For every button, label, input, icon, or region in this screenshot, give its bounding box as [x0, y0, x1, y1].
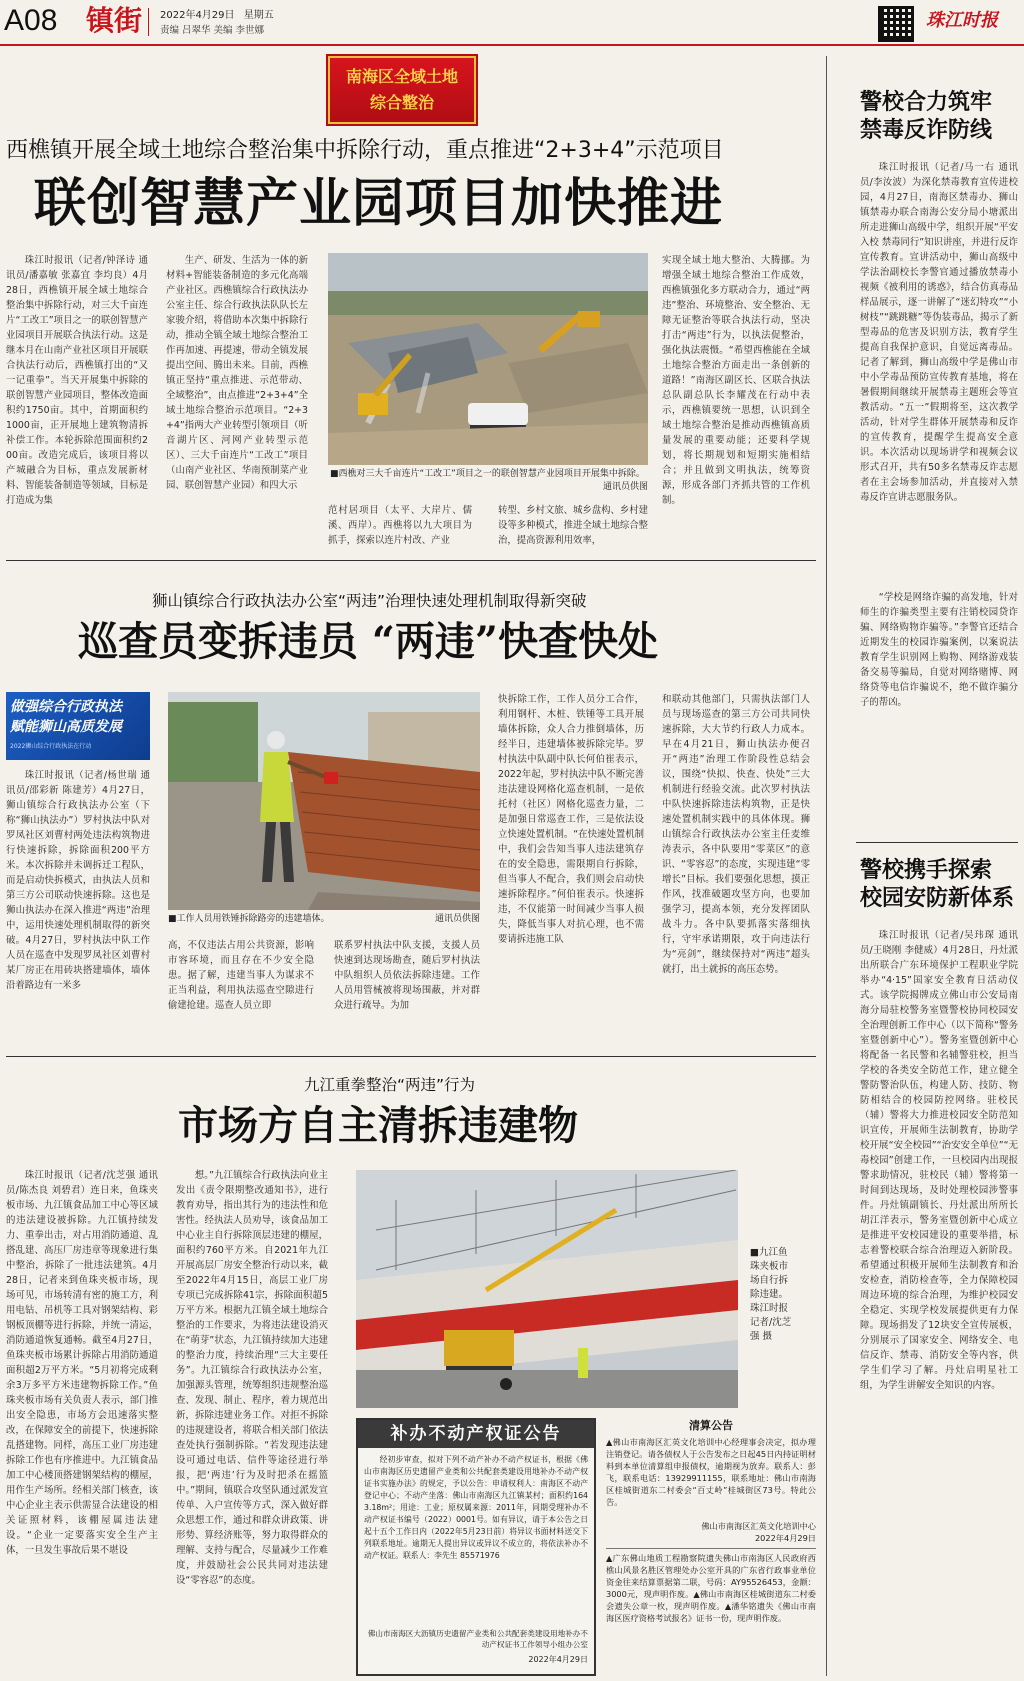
- notice-date: 2022年4月29日: [754, 1533, 816, 1543]
- article2-column-4: 快拆除工作，工作人员分工合作，利用钢杆、木桩、铁锤等工具开展墙体拆除，众人合力推倒墙体，历经半日，违建墙体被拆除完毕。罗村执法中队副中队长何伯崔表示，2022年起，罗村执法中队不断完善违法建设网格化巡查机制，一是依托村（社区）网格化巡查力量，二是加强日常巡查工作，三是依法设立快速处置机制。“在快速处置机制中，我们会告知当事人违法建筑存在的安全隐患，需限期自行拆除，但当事人不配合，我们则会启动快速拆除程序。”何伯崔表示。快速拆违，不仅能第一时间减少当事人损失，降低当事人对抗心理，也不需要请拆违施工队: [498, 694, 644, 945]
- article2-column-3-lower: 联系罗村执法中队支援，支援人员快速到达现场勘查，随后罗村执法中队组织人员依法拆除违建。工作人员用管械被将现场围蔽，并对群众进行疏导。为加: [334, 940, 480, 1011]
- article3-kicker: 九江重拳整治“两违”行为: [304, 1076, 476, 1094]
- market-crane-image: [356, 1170, 738, 1408]
- page-number: A08: [4, 4, 58, 37]
- article3-column-2: 想。”九江镇综合行政执法向业主发出《责令限期整改通知书》，进行教育劝导，指出其行为的违法性和危害性。经执法人员劝导，该食品加工中心业主自行拆除顶层违建的棚屋，面积约760平方米。自2021年九江开展高层厂房安全整治行动以来，截至2022年4月15日，高层工业厂房专项已完成拆除41宗，拆除面积超5万平方米。根据九江镇全域土地综合整治的工作要求，为将违法建设消灭在“萌芽”状态，九江镇持续加大违建的整治力度，持续治理“三大主要任务”。九江镇综合行政执法办公室，加强源头管理，统筹组织违规整治巡查、发现、制止、程序，着力规范出新，拆除违建业务工作。对拒不拆除的违规建设者，将联合相关部门依法查处执行强制拆除。“若发现违法建设可通过电话、信件等途径进行举报，把‘两违’行为及时把杀在摇篮中。”期间，镇联合攻坚队通过派发宣传单、入户宣传等方式，深入做好群众思想工作，通过和群众讲政策、讲形势、算经济账等，努力取得群众的理解、支持与配合，尽量减少工作难度，并鼓励社会公民共同对违法建设“零容忍”的态度。: [176, 1170, 328, 1586]
- article3-title: 市场方自主清拆违建物: [178, 1102, 578, 1149]
- article1-column-2: 生产、研发、生活为一体的新材料+智能装备制造的多元化高端产业社区。西樵镇综合行政执法办公室主任、综合行政执法队队长左家骏介绍，将借助本次集中拆除行动，推动全镇全域土地综合整治工作再加速、再提速，带动全镇发展提出空间、腾出未来。目前，西樵镇正坚持“重点推进、示范带动、全域整治”，由点推进“2+3+4”全域土地综合整治示范项目。“2+3+4”指两大产业转型引领项目（听音湖片区、河网产业转型示范区）、三大千亩连片“工改工”项目（山南产业社区、华南预制菜产业园、联创智慧产业园）和四大示: [166, 255, 308, 491]
- sidebar2-title-line1: 警校携手探索: [860, 857, 993, 883]
- logo-subtitle: 2022狮山综合行政执法在行动: [10, 743, 92, 750]
- article2-title: 巡查员变拆违员 “两违”快查快处: [78, 618, 658, 665]
- section-name: 镇街: [86, 4, 143, 37]
- article2-bottom-rule: [6, 1056, 816, 1057]
- qr-code: [878, 6, 914, 42]
- caption-line: 珠江时报: [750, 1303, 789, 1314]
- article1-column-1: 珠江时报讯（记者/钟泽诗 通讯员/潘嘉敏 张嘉宜 李均良）4月28日，西樵镇开展全域土地综合整治集中拆除行动，对三大千亩连片“工改工”项目之一的联创智慧产业园项目开展联合执法行动。这是继本月在山南产业社区项目开展联合执法行动后，西樵镇打出的“又一记重拳”。当天开展集中拆除的联创智慧产业园项目，整体改造面积约1750亩。其中，首期面积约1000亩，正开展地上建筑物清拆补偿工作。本轮拆除范围面积约200亩。改造完成后，该项目将以产城融合为目标，重点发展新材料、智能装备制造等领域，目标是打造成为集: [6, 255, 148, 506]
- weekday-text: 星期五: [243, 10, 274, 21]
- article1-title: 联创智慧产业园项目加快推进: [34, 173, 724, 234]
- demolition-scene-image: [328, 253, 648, 465]
- article3-photo-market-demolition: [356, 1170, 738, 1408]
- article1-photo-demolition: [328, 253, 648, 465]
- property-certificate-notice: [356, 1418, 596, 1676]
- paper-name-logo: 珠江时报: [926, 10, 998, 31]
- issue-date: [160, 10, 274, 22]
- date-text: 2022年4月29日: [160, 10, 235, 21]
- notice-date: 2022年4月29日: [528, 1655, 588, 1664]
- sidebar1-title-line1: 警校合力筑牢: [860, 89, 993, 115]
- masthead-rule: [0, 44, 1024, 46]
- sidebar-divider: [826, 56, 827, 1676]
- caption-line: 除违建。: [750, 1289, 789, 1300]
- topic-banner: [328, 56, 476, 124]
- enforcement-logo-card: [6, 692, 150, 760]
- notice-body: 经初步审查，拟对下列不动产补办不动产权证书，根据《佛山市南海区历史遗留产业类和公共配套类建设用地补办不动产权证书实施办法》的规定，予以公告：申请权利人：南海区不动产登记中心；不动产坐落：佛山市南海区九江镇某村；面积约1643.18m²；用途：工业；原权属来源：2011年，同期受理补办不动产权证书编号（2022）0001号。如有异议，请于本公告之日起十五个工作日内（2022年5月23日前）将异议书面材料送交下列联系地址。逾期无人提出异议或异议不成立的，将依法补办不动产权证。联系人：李先生 85571976: [364, 1455, 588, 1560]
- logo-line2: 赋能狮山高质发展: [10, 719, 122, 735]
- worker-hammer-image: [168, 692, 480, 910]
- logo-line1: 做强综合行政执法: [10, 699, 122, 715]
- notice-divider: [606, 1548, 816, 1549]
- notice-footer: 佛山市南海区大沥镇历史遗留产业类和公共配套类建设用地补办不动产权证书工作领导小组办公室: [367, 1629, 588, 1649]
- photo-caption-text: ■工作人员用铁锤拆除路旁的违建墙体。: [168, 914, 330, 924]
- masthead: [0, 0, 1024, 44]
- caption-line: 珠夹板市: [750, 1261, 789, 1272]
- sidebar-rule: [856, 842, 1018, 843]
- article2-photo-wall-demolition: [168, 692, 480, 910]
- sidebar1-body-quote: “学校是网络诈骗的高发地，针对师生的诈骗类型主要有注销校园贷诈骗、网络购物诈骗等。”李警官还结合近期发生的校园诈骗案例，以案说法教育学生识别网上购物、网络游戏装备交易等骗局，自觉对网络赌博、网络贷等电信诈骗说不，绝不做诈骗分子的帮凶。: [860, 592, 1018, 708]
- liquidation-notice: [606, 1418, 816, 1676]
- notice-title: 清算公告: [689, 1419, 733, 1432]
- article1-bottom-rule: [6, 560, 816, 561]
- article1-column-5: 实现全域土地大整治、大腾挪。为增强全域土地综合整治工作成效，西樵镇强化多方联动合力，通过“两违”整治、环境整治、安全整治、无障无证整治等联合执法行动，坚决打击“两违”行为，以执法促整治，强化执法震慑。“希望西樵能在全域土地综合整治方面走出一条创新的道路！”南海区副区长、区联合执法总队副总队长李耀茂在行动中表示，西樵镇要统一思想，认识到全域土地综合整治是推动西樵镇高质量发展的重要动能；还要科学规划，将长期规划和短期实施相结合；并且做到文明执法，统筹资源，形成各部门齐抓共管的工作机制。: [662, 255, 810, 506]
- section-divider: [148, 8, 149, 36]
- photo-credit: 通讯员供图: [602, 482, 648, 492]
- caption-line: 场自行拆: [750, 1275, 789, 1286]
- caption-line: 记者/沈芝: [750, 1317, 792, 1328]
- banner-line1: 南海区全域土地: [345, 67, 458, 86]
- article3-column-1: 珠江时报讯（记者/沈芝强 通讯员/陈杰良 刘碧君）连日来，鱼珠夹板市场、九江镇食品加工中心等区域的违法建设被拆除。九江镇持续发力、重拳出击，对占用消防通道、乱搭乱建、高压厂房违章等现象进行集中整治，拆除了一批违法建筑。4月28日，记者来到鱼珠夹板市场，现场可见，市场转清有密的施工方，利用电钻、吊机等工具对钢架结构、彩钢板顶棚等进行拆除，并统一清运，消防通道恢复通畅。截至4月27日，鱼珠夹板市场累计拆除占用消防通道面积超2万平方米。“5月初将完成剩余3万多平方米违建物拆除工作。”鱼珠夹板市场有关负责人表示，部门推出安全隐患，市场方会迅速落实整改，在保障安全的前提下，快速拆除乱搭建物。同样，高压工业厂房违建拆除工作也有序推进中。九江镇食品加工中心楼顶搭建钢架结构的棚屋，用作生产场所。经相关部门核查，该中心企业主表示供需显合法建设的相关证照材料，该棚屋属违法建设。“企业一定要落实安全生产主体，一旦发生事故后果不堪设: [6, 1170, 158, 1556]
- article1-kicker: 西樵镇开展全域土地综合整治集中拆除行动，重点推进“2+3+4”示范项目: [6, 138, 724, 163]
- article2-column-5: 和联动其他部门，只需执法部门人员与现场巡查的第三方公司共同快速拆除，大大节约行政人力成本。早在4月21日，狮山执法办便召开“两违”治理工作阶段性总结会议，围绕“快拟、快查、快处”三大机制进行经验交流。此次罗村执法中队快速拆除违法构筑物，正是快速处置机制实践中的具体体现。狮山镇综合行政执法办公室主任麦维涛表示，各中队要用“零菜区”的意识、“零容忍”的态度，实现违建“零增长”目标。我们要强化思想，摸正作风，找准破题攻坚方向，也要加强学习，提高本领，充分发挥团队战斗力。各中队要抓落实落细执行，守牢承诺期限，攻于向违法行为“亮剑”，继续保持对“两违”超头就打，出土就拆的高压态势。: [662, 694, 810, 975]
- sidebar1-body: 珠江时报讯（记者/马一右 通讯员/李汝波）为深化禁毒教育宣传进校园，4月27日，南海区禁毒办、狮山镇禁毒办联合南海公安分局小塘派出所走进狮山高级中学，组织开展“平安入校 禁毒同行”知识讲座，并进行反诈宣传教育。宣讲活动中，狮山高级中学法治副校长李警官通过播放禁毒小视频《被利用的诱惑》，结合仿真毒品样品展示，逐一讲解了“迷幻特攻”“小树枝”“跳跳糖”等伪装毒品，揭示了新型毒品的危害及识别方法，教育学生提高自我保护意识，自觉远离毒品。记者了解到，狮山高级中学是佛山市中小学毒品预防宣传教育基地，将在暑假期间继续开展禁毒主题班会等宣教活动。“五一”假期将至，这次教学活动，针对学生群体开展禁毒和反诈的宣传教育，提醒学生提高安全意识。本次活动以现场讲学和视频会议形式召开，共有50多名禁毒反诈志愿者在主会场参加活动，并直接对入禁毒反诈宣讲志愿服务队。: [860, 162, 1018, 503]
- article2-column-1: 珠江时报讯（记者/杨世瑞 通讯员/邵彩新 陈建芳）4月27日，狮山镇综合行政执法办公室（下称“狮山执法办”）罗村执法中队对罗凤社区刘曹村两处违法构筑物进行快速拆除，拆除面积200平方米。本次拆除并未调拆迁工程队，而是启动快拆模式，由执法人员和第三方公司联动快速拆除。这也是狮山执法办在深入推进“两违”治理中，运用快速处理机制取得的新突破。4月27日，罗村执法中队工作人员在巡查中发现罗凤社区刘曹村某厂房正在用砖块搭建墙体，墙体沿着路边有一米多: [6, 770, 150, 991]
- article2-photo-caption: [168, 913, 480, 926]
- notice-signature: 佛山市南海区汇英文化培训中心: [701, 1521, 816, 1531]
- article2-column-2-lower: 高，不仅违法占用公共资源，影响市容环境，而且存在不少安全隐患。据了解，违建当事人为谋求不正当利益，利用执法巡查空隙进行偷建抢建。巡查人员立即: [168, 940, 314, 1011]
- editor-line: 责编 吕翠华 美编 李世娜: [160, 25, 265, 36]
- sidebar2-title-line2: 校园安防新体系: [860, 885, 1015, 911]
- caption-line: ■九江鱼: [750, 1247, 788, 1258]
- notice-body-2: ▲广东佛山地质工程勘察院遗失佛山市南海区人民政府西樵山风景名胜区管理处办公室开具的广东省行政事业单位资金往来结算票据第二联，号码：AY95526453，金额：3000元，现声明作废。▲佛山市南海区桂城街道东二村委会遗失公章一枚，现声明作废。▲潘华铭遗失《佛山市南海区医疗资格考试报名》证书一份，现声明作废。: [606, 1553, 816, 1623]
- notice-body-1: ▲佛山市南海区汇英文化培训中心经理事会决定，拟办理注销登记。请各债权人于公告发布之日起45日内持证明材料到本单位清算组申报债权，逾期视为放弃。联系人：彭飞，联系电话：13929911155，联系地址：佛山市南海区桂城街道东二村委会“百丈岭”桂城街区73号。特此公告。: [606, 1437, 816, 1507]
- banner-line2: 综合整治: [369, 93, 434, 112]
- article1-column-3-lower: 范村居项目（太平、大岸片、儒溪、西岸）。西樵将以九大项目为抓手，探索以连片村改、产业: [328, 505, 472, 546]
- article1-column-4-lower: 转型、乡村文旅、城乡盘构、乡村建设等多种模式，推进全域土地综合整治，提高资源利用效率，: [498, 505, 648, 546]
- article1-photo-caption: [330, 468, 648, 494]
- caption-line: 强 摄: [750, 1331, 773, 1342]
- photo-caption-text: ■西樵对三大千亩连片“工改工”项目之一的联创智慧产业园项目开展集中拆除。: [330, 469, 645, 479]
- sidebar2-body: 珠江时报讯（记者/吴玮琛 通讯员/王晓刚 李健威）4月28日，丹灶派出所联合广东环境保护工程职业学院举办“4·15”国家安全教育日活动仪式。该学院揭牌成立佛山市公安局南海分局驻校警务室暨警校协同校园安全治理创新工作中心（以下简称“警务室暨创新中心”）。警务室暨创新中心将配备一名民警和名辅警驻校，担当学校的各类安全防范工作，建立健全警防警治队伍，构建人防、技防、物防相结合的校园防控网络。驻校民（辅）警将大力推进校园安全防范知识宣传，开展师生法制教育，协助学校开展“安全校园”“治安安全单位”“无毒校园”创建工作，一旦校园内出现报警求助情况，驻校民（辅）警将第一时间到达现场，及时处理校园涉警事件。丹灶镇副镇长、丹灶派出所所长胡江洋表示，警务室暨创新中心成立是推进平安校园建设的重要举措，标志着警校联合综合治理迈入新阶段。希望通过积极开展师生法制教育和治安检查，消防检查等，全力保障校园周边环境的综合治理，为维护校园安全稳定、实现学校发展提供更有力保障。现场捐发了12块安全宣传展板，分别展示了国家安全、网络安全、电信反诈、禁毒、消防安全等内容，供学生们学习了解。丹灶启明星社工组，为学生讲解安全知识的内容。: [860, 930, 1018, 1391]
- article2-kicker: 狮山镇综合行政执法办公室“两违”治理快速处理机制取得新突破: [152, 592, 587, 610]
- photo-credit: 通讯员供图: [434, 914, 480, 924]
- article3-photo-caption: [750, 1246, 810, 1344]
- notice-title: 补办不动产权证公告: [358, 1420, 594, 1448]
- sidebar1-title-line2: 禁毒反诈防线: [860, 117, 993, 143]
